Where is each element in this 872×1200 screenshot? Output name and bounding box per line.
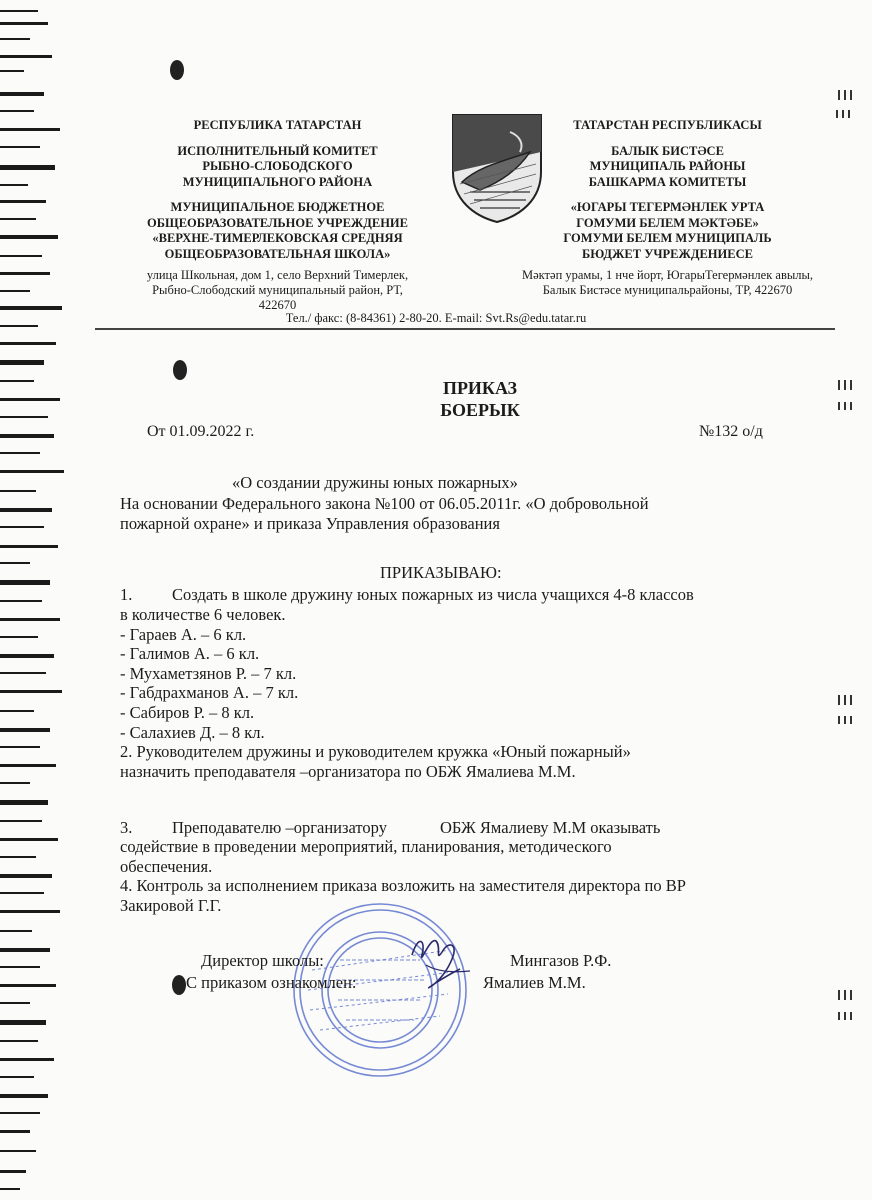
header-right-address-2: Балык Бистәсе муниципальрайоны, ТР, 422670 [542, 283, 793, 297]
header-left-school-2: ОБЩЕОБРАЗОВАТЕЛЬНОЕ УЧРЕЖДЕНИЕ [147, 215, 408, 230]
header-right-republic: ТАТАРСТАН РЕСПУБЛИКАСЫ [573, 118, 762, 132]
order-title-ru: ПРИКАЗ [442, 378, 518, 398]
item3-number: 3. [120, 818, 133, 837]
scan-noise-right-edge [832, 0, 872, 1200]
director-name: Мингазов Р.Ф. [510, 951, 612, 970]
header-left-block [110, 118, 445, 313]
item2-line-1: 2. Руководителем дружины и руководителем кружка «Юный пожарный» [120, 742, 631, 762]
item3-line-2: содействие в проведении мероприятий, планирования, методического [120, 837, 612, 856]
header-right-school-2: ГОМУМИ БЕЛЕМ МӘКТӘБЕ» [576, 215, 759, 230]
item1-number: 1. [120, 585, 133, 604]
header-right-address [500, 268, 835, 298]
header-left-school-1: МУНИЦИПАЛЬНОЕ БЮДЖЕТНОЕ [170, 200, 385, 214]
item2-line-2: назначить преподавателя –организатора по ОБЖ Ямалиева М.М. [120, 761, 576, 781]
basis-line-1: На основании Федерального закона №100 от 06.05.2011г. «О добровольной [120, 494, 649, 513]
header-left-republic: РЕСПУБЛИКА ТАТАРСТАН [193, 118, 362, 132]
member-list-item: - Гараев А. – 6 кл. [120, 624, 247, 644]
header-divider-line [95, 328, 835, 330]
header-left-committee-2: РЫБНО-СЛОБОДСКОГО [202, 159, 353, 173]
punch-hole-bottom [172, 975, 186, 995]
punch-hole-top [170, 60, 184, 80]
order-subject: «О создании дружины юных пожарных» [232, 473, 518, 492]
header-left-address-2: Рыбно-Слободский муниципальный район, РТ, [152, 283, 403, 297]
member-list-item: - Габдрахманов А. – 7 кл. [120, 683, 299, 703]
item1-continuation: в количестве 6 человек. [120, 605, 286, 624]
header-right-address-1: Мәктәп урамы, 1 нче йорт, ЮгарыТегермәнлек авылы, [521, 268, 813, 282]
handwritten-signature [400, 925, 480, 995]
member-list-item: - Салахиев Д. – 8 кл. [120, 722, 265, 742]
item4-line-1: 4. Контроль за исполнением приказа возложить на заместителя директора по ВР [120, 876, 686, 896]
order-items-block [120, 605, 631, 781]
acknowledged-name: Ямалиев М.М. [483, 973, 586, 992]
header-left-address-3: 422670 [258, 298, 297, 312]
header-contacts: Тел./ факс: (8-84361) 2-80-20. E-mail: Svt.Rs@edu.tatar.ru [285, 311, 587, 325]
punch-hole-middle [173, 360, 187, 380]
order-number: №132 о/д [699, 423, 763, 440]
member-list-item: - Сабиров Р. – 8 кл. [120, 702, 255, 722]
header-right-school-1: «ЮГАРЫ ТЕГЕРМӘНЛЕК УРТА [570, 200, 765, 214]
header-right-committee-1: БАЛЫК БИСТӘСЕ [611, 143, 724, 158]
item3-line-3: обеспечения. [120, 856, 213, 876]
basis-line-2: пожарной охране» и приказа Управления образования [120, 513, 500, 533]
member-list-item: - Галимов А. – 6 кл. [120, 644, 260, 664]
director-label: Директор школы: [201, 951, 324, 970]
item1-text: Создать в школе дружину юных пожарных из числа учащихся 4-8 классов [172, 585, 694, 604]
order-command: ПРИКАЗЫВАЮ: [380, 563, 502, 582]
order-date: От 01.09.2022 г. [147, 423, 255, 440]
item3-text-b: ОБЖ Ямалиеву М.М оказывать [440, 818, 661, 837]
member-list-item: - Мухаметзянов Р. – 7 кл. [120, 663, 297, 683]
header-left-committee-3: МУНИЦИПАЛЬНОГО РАЙОНА [182, 174, 373, 189]
header-right-committee-2: МУНИЦИПАЛЬ РАЙОНЫ [589, 159, 746, 173]
header-left-school-3: «ВЕРХНЕ-ТИМЕРЛЕКОВСКАЯ СРЕДНЯЯ [152, 231, 403, 245]
header-left-school-4: ОБЩЕОБРАЗОВАТЕЛЬНАЯ ШКОЛА» [164, 246, 391, 261]
acknowledged-label: С приказом ознакомлен: [186, 973, 357, 992]
item3-text-a: Преподавателю –организатору [172, 818, 387, 837]
order-basis [120, 494, 649, 533]
header-left-committee-1: ИСПОЛНИТЕЛЬНЫЙ КОМИТЕТ [177, 143, 378, 158]
header-right-school-3: ГОМУМИ БЕЛЕМ МУНИЦИПАЛЬ [563, 231, 772, 245]
header-left-address [110, 268, 445, 313]
order-title-tt: БОЕРЫК [440, 400, 520, 420]
header-right-committee-3: БАШКАРМА КОМИТЕТЫ [588, 174, 747, 189]
item4-line-2: Закировой Г.Г. [120, 895, 222, 915]
header-right-block [500, 118, 835, 298]
header-left-address-1: улица Школьная, дом 1, село Верхний Тимерлек, [146, 268, 409, 282]
header-right-school-4: БЮДЖЕТ УЧРЕЖДЕНИЕСЕ [582, 246, 753, 261]
scan-noise-left-edge [0, 0, 70, 1200]
